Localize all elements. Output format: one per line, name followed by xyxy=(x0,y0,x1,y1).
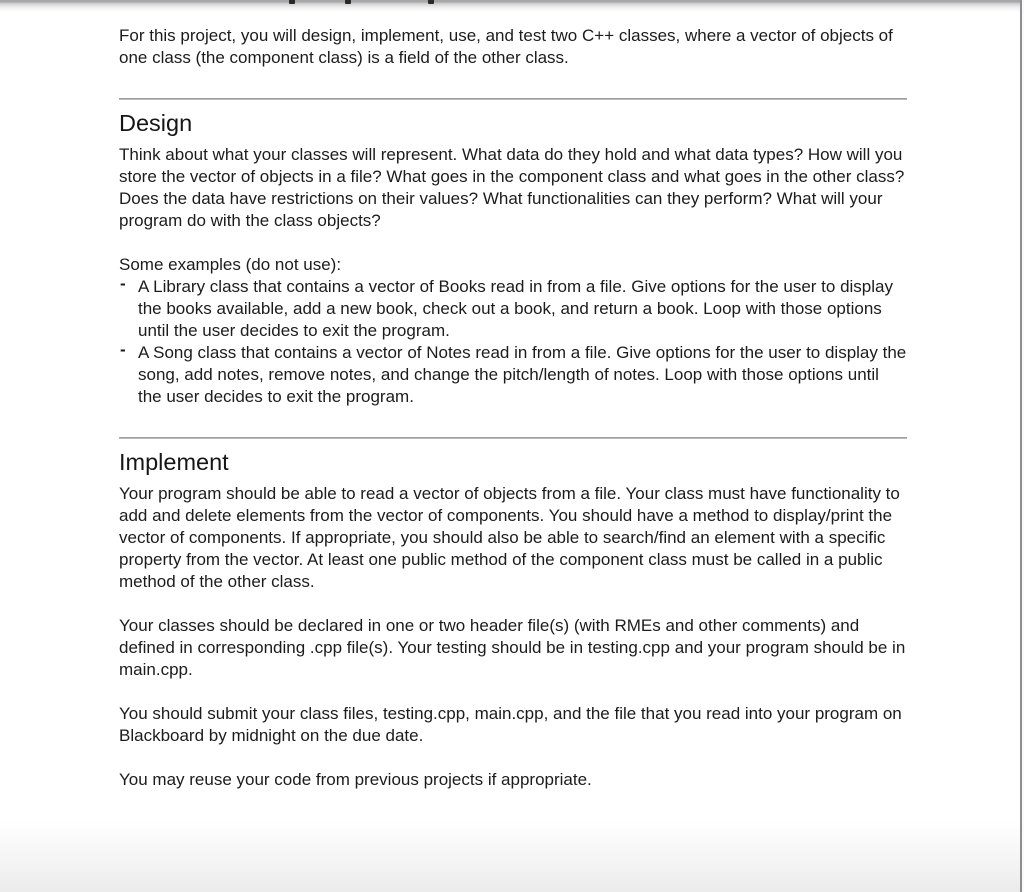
page-bottom-fade xyxy=(0,820,1024,892)
section-heading-design: Design xyxy=(119,110,193,136)
implement-paragraph: Your classes should be declared in one or two header file(s) (with RMEs and other comments) and defined in corresponding .cpp file(s). Your testing should be in testing.cpp and your program should be in main.cpp. xyxy=(119,616,906,679)
section-divider xyxy=(119,437,907,439)
section-heading-implement: Implement xyxy=(119,449,229,475)
examples-label: Some examples (do not use): xyxy=(119,255,342,274)
examples-list xyxy=(119,276,907,408)
list-item-text: A Song class that contains a vector of Notes read in from a file. Give options for the user to display the song, add notes, remove notes, and change the pitch/length of notes. Loop with those options until the user decides to exit the program. xyxy=(138,343,907,406)
list-item xyxy=(119,342,907,408)
section-divider xyxy=(119,98,907,100)
text-descender-mark xyxy=(345,0,351,4)
text-descender-mark xyxy=(289,0,295,4)
list-item-text: A Library class that contains a vector of Books read in from a file. Give options for the user to display the books available, add a new book, check out a book, and return a book. Loop with those options until the user decides to exit the program. xyxy=(138,277,893,340)
cutoff-text-top-edge xyxy=(0,0,1024,12)
text-descender-mark xyxy=(428,0,434,4)
dash-bullet-icon: - xyxy=(120,274,126,293)
implement-paragraph: Your program should be able to read a vector of objects from a file. Your class must have functionality to add and delete elements from the vector of components. You should have a method to display/print the vector of components. If appropriate, you should also be able to search/find an element with a specific property from the vector. At least one public method of the component class must be called in a public method of the other class. xyxy=(119,484,900,591)
intro-paragraph: For this project, you will design, implement, use, and test two C++ classes, where a vector of objects of one class (the component class) is a field of the other class. xyxy=(119,26,893,67)
implement-paragraph: You may reuse your code from previous projects if appropriate. xyxy=(119,770,592,789)
document-body xyxy=(119,0,907,791)
design-paragraph: Think about what your classes will represent. What data do they hold and what data types? How will you store the vector of objects in a file? What goes in the component class and what goes in the other class? Does the data have restrictions on their values? What functionalities can they perform? What will your program do with the class objects? xyxy=(119,145,905,230)
dash-bullet-icon: - xyxy=(120,340,126,359)
list-item xyxy=(119,276,907,342)
implement-paragraph: You should submit your class files, testing.cpp, main.cpp, and the file that you read into your program on Blackboard by midnight on the due date. xyxy=(119,704,902,745)
